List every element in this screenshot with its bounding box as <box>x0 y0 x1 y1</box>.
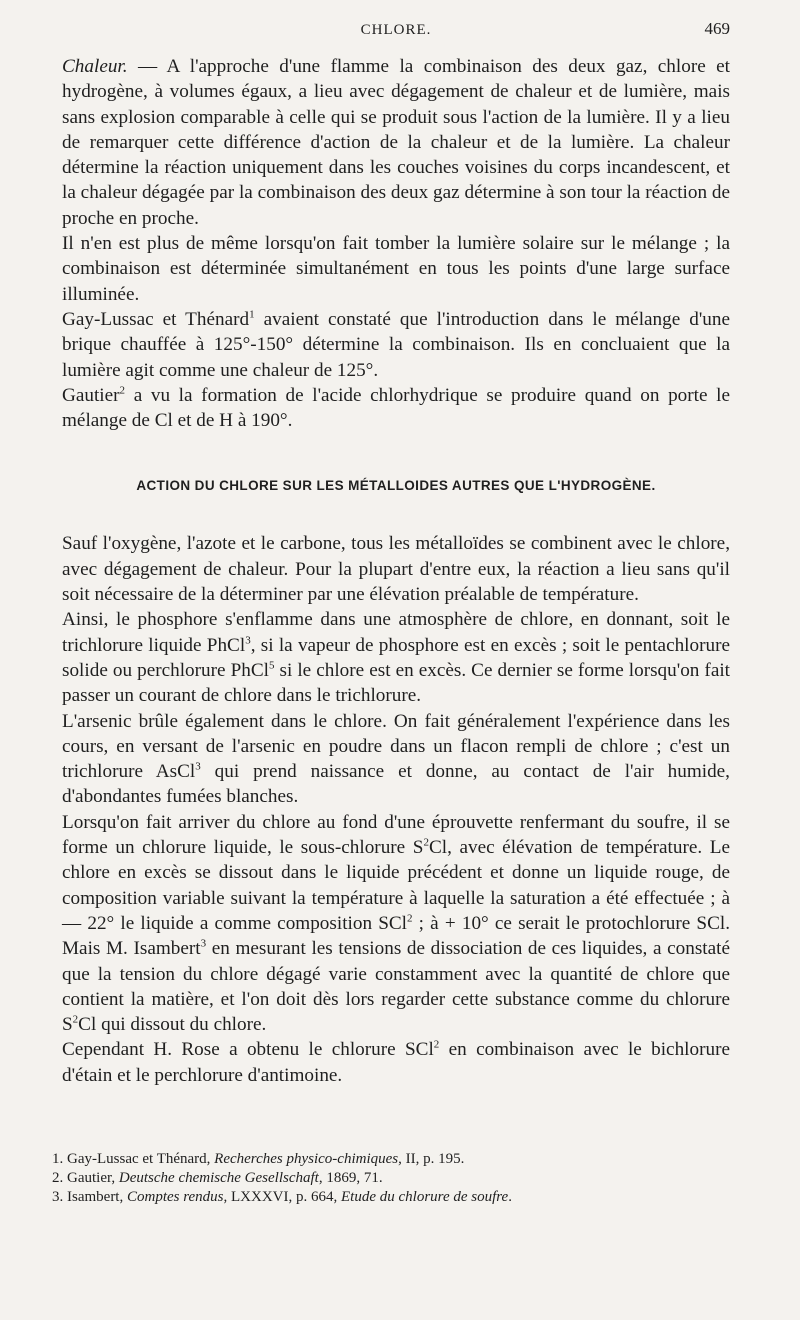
footnote-3 <box>52 1188 732 1207</box>
formula-superscript: 2 <box>407 912 413 925</box>
formula-superscript: 2 <box>423 836 429 849</box>
paragraph-text: — A l'approche d'une flamme la combinaison des deux gaz, chlore et hydrogène, à volumes égaux, a lieu avec dégagement de chaleur et de lumière, mais sans explosion comparable à celle qui se produit sous l'action de la lumière. Il y a lieu de remarquer cette différence d'action de la chaleur et de la lumière. La chaleur détermine la réaction uniquement dans les couches voisines du corps incandescent, et la chaleur dégagée par la combinaison des deux gaz détermine à son tour la réaction de proche en proche. <box>62 56 730 229</box>
paragraph-text: L'arsenic brûle également dans le chlore. On fait généralement l'expérience dans les cours, en versant de l'arsenic en poudre dans un flacon rempli de chlore ; c'est un trichlorure AsCl <box>62 710 730 783</box>
paragraph-text: Ainsi, le phosphore s'enflamme dans une atmosphère de chlore, en donnant, soit le trichlorure liquide PhCl <box>62 609 730 656</box>
formula-superscript: 2 <box>72 1013 79 1026</box>
footnote-ref: , II, p. 195. <box>398 1151 465 1167</box>
paragraph-text: qui prend naissance et donne, au contact de l'air humide, d'abondantes fumées blanches. <box>62 761 730 808</box>
footnote-title: Deutsche chemische Gesellschaft <box>118 1170 319 1186</box>
page-number: 469 <box>704 19 730 38</box>
footnote-ref: , 1869, 71. <box>318 1170 383 1186</box>
paragraph-text: Lorsqu'on fait arriver du chlore au fond d'une éprouvette renfermant du soufre, il se forme un chlorure liquide, le sous-chlorure S <box>62 811 730 859</box>
footnote-author: Gautier, <box>67 1170 119 1186</box>
formula-superscript: 3 <box>245 634 251 647</box>
paragraph-gautier <box>62 383 730 434</box>
page-header <box>62 16 730 44</box>
paragraph-lumiere: Il n'en est plus de même lorsqu'on fait tomber la lumière solaire sur le mélange ; la combinaison est déterminée simultanément en tous les points d'une large surface illuminée. <box>62 233 730 305</box>
footnote-author: Isambert, <box>67 1189 127 1205</box>
footnote-1 <box>52 1150 732 1169</box>
paragraph-phosphore <box>62 607 730 708</box>
paragraph-text: Cl, avec élévation de température. Le chlore en excès se dissout dans le liquide précédent et donne un liquide rouge, de composition variable suivant la température à laquelle la saturation a été effectuée ; à — 22° le liquide a comme composition SCl <box>62 837 731 934</box>
paragraph-text: ; à + 10° ce serait le protochlorure SCl. Mais M. Isambert <box>62 912 730 960</box>
paragraph-soufre <box>62 810 730 1038</box>
paragraph-metalloides: Sauf l'oxygène, l'azote et le carbone, tous les métalloïdes se combinent avec le chlore, avec dégagement de chaleur. Pour la plupart d'entre eux, la réaction a lieu sans qu'il soit nécessaire de la déterminer par une élévation préalable de température. <box>62 533 730 606</box>
footnote-ref-2: 2 <box>119 384 126 397</box>
paragraph-text: Gautier <box>62 384 120 406</box>
paragraph-lead: Chaleur. <box>62 56 128 77</box>
paragraph-text: Cependant H. Rose a obtenu le chlorure SCl <box>62 1039 434 1061</box>
formula-superscript: 3 <box>195 760 201 773</box>
footnote-title: Recherches physico-chimiques <box>214 1151 399 1167</box>
formula-superscript: 5 <box>268 659 275 672</box>
paragraph-text: Cl qui dissout du chlore. <box>78 1014 267 1036</box>
paragraph-text: si le chlore est en excès. Ce dernier se forme lorsqu'on fait passer un courant de chlore dans le trichlorure. <box>62 659 730 707</box>
footnote-title: Etude du chlorure de soufre <box>341 1189 509 1205</box>
paragraph-gay-lussac <box>62 307 730 383</box>
paragraph-text: en combinaison avec le bichlorure d'étain et le perchlorure d'antimoine. <box>62 1039 730 1086</box>
footnote-title: Comptes rendus <box>126 1189 224 1205</box>
paragraph-text: Gay-Lussac et Thénard <box>62 308 250 330</box>
footnotes <box>52 1150 732 1207</box>
running-title: CHLORE. <box>360 22 432 38</box>
paragraph-arsenic <box>62 709 730 810</box>
paragraph-text: , si la vapeur de phosphore est en excès ; soit le pentachlorure solide ou perchlorure PhCl <box>62 634 730 681</box>
formula-superscript: 2 <box>433 1039 440 1051</box>
paragraph-text: en mesurant les tensions de dissociation de ces liquides, a constaté que la tension du chlore dégagé varie constamment avec la quantité de chlore que contient la matière, et l'on doit dès lors regarder cette substance comme du chlorure S <box>62 938 730 1036</box>
paragraph-chaleur <box>62 54 730 231</box>
footnote-ref-3: 3 <box>200 937 207 950</box>
footnote-number: 1. <box>52 1151 64 1167</box>
body-text <box>62 54 730 1088</box>
paragraph-text: a vu la formation de l'acide chlorhydrique se produire quand on porte le mélange de Cl et de H à 190°. <box>62 384 730 432</box>
footnote-ref: , LXXXVI, p. 664, <box>223 1189 342 1205</box>
footnote-number: 3. <box>52 1189 64 1205</box>
paragraph-text: avaient constaté que l'introduction dans le mélange d'une brique chauffée à 125°-150° détermine la combinaison. Ils en concluaient que la lumière agit comme une chaleur de 125°. <box>62 308 731 381</box>
paragraph-rose <box>62 1037 730 1088</box>
footnote-number: 2. <box>52 1170 64 1186</box>
footnote-2 <box>52 1169 732 1188</box>
footnote-ref-1: 1 <box>249 308 255 321</box>
footnote-ref: . <box>508 1189 512 1205</box>
section-heading: ACTION DU CHLORE SUR LES MÉTALLOIDES AUTRES QUE L'HYDROGÈNE. <box>136 478 656 494</box>
footnote-author: Gay-Lussac et Thénard, <box>67 1151 215 1167</box>
